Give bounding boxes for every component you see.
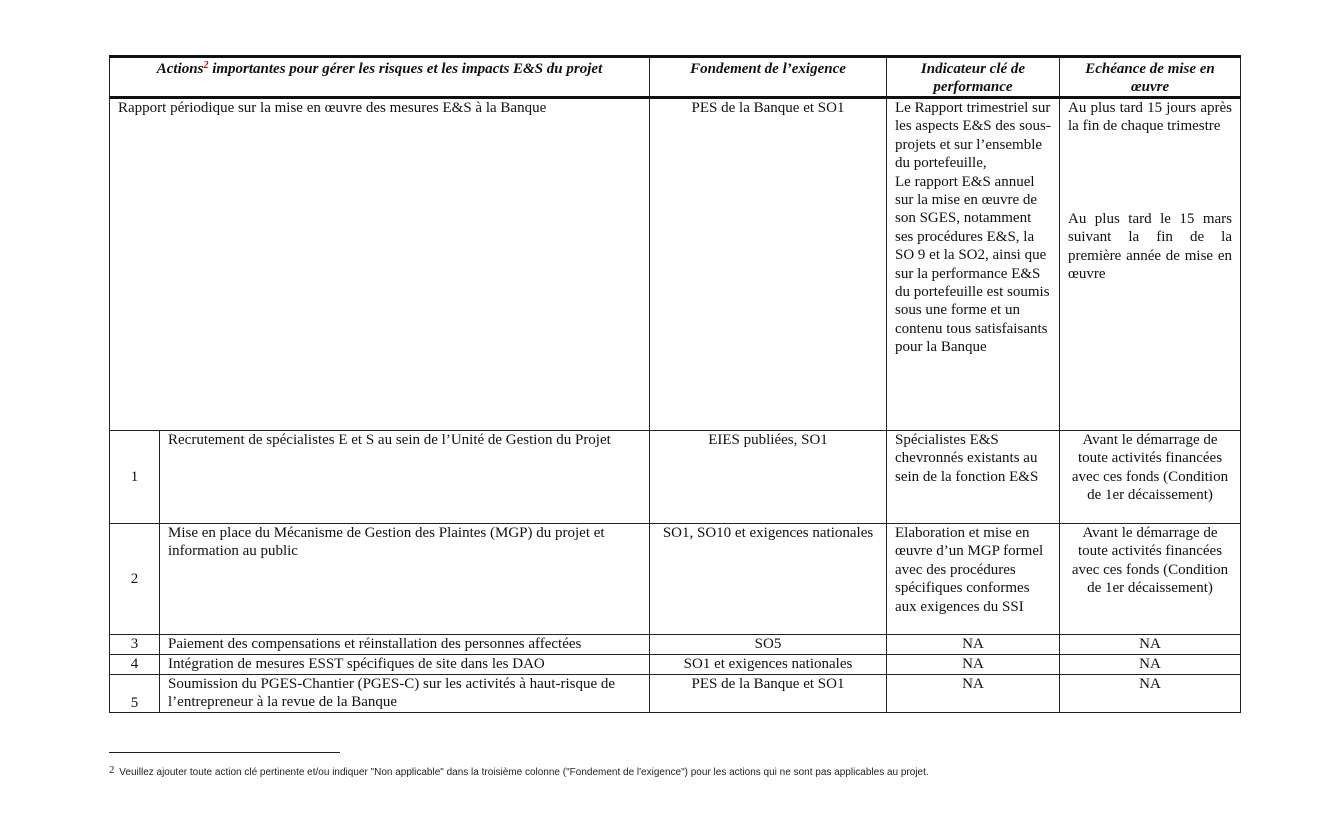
- cell-fondement: EIES publiées, SO1: [650, 431, 887, 524]
- cell-action: Rapport périodique sur la mise en œuvre des mesures E&S à la Banque: [110, 98, 650, 431]
- cell-echeance: NA: [1060, 635, 1241, 655]
- header-echeance: Echéance de mise en œuvre: [1060, 57, 1241, 98]
- cell-indicateur: NA: [887, 655, 1060, 675]
- action-plan-table: [109, 55, 1241, 713]
- cell-action: Intégration de mesures ESST spécifiques de site dans les DAO: [160, 655, 650, 675]
- table-row: [110, 655, 1241, 675]
- cell-indicateur: NA: [887, 675, 1060, 713]
- row-number: 2: [110, 524, 160, 635]
- cell-echeance: Avant le démarrage de toute activités financées avec ces fonds (Condition de 1er décaissement): [1060, 431, 1241, 524]
- cell-echeance: Avant le démarrage de toute activités financées avec ces fonds (Condition de 1er décaissement): [1060, 524, 1241, 635]
- cell-action: Paiement des compensations et réinstallation des personnes affectées: [160, 635, 650, 655]
- echeance-annuel: Au plus tard le 15 mars suivant la fin de la première année de mise en œuvre: [1068, 210, 1232, 283]
- cell-indicateur: NA: [887, 635, 1060, 655]
- table-row-intro: [110, 98, 1241, 431]
- cell-fondement: SO1, SO10 et exigences nationales: [650, 524, 887, 635]
- table-header-row: [110, 57, 1241, 98]
- indicateur-trimestriel: Le Rapport trimestriel sur les aspects E&S des sous-projets et sur l’ensemble du portefeuille,: [895, 100, 1051, 172]
- table-row: [110, 635, 1241, 655]
- cell-indicateur: Elaboration et mise en œuvre d’un MGP formel avec des procédures spécifiques conformes aux exigences du SSI: [887, 524, 1060, 635]
- footnote: [109, 764, 1249, 778]
- footnote-mark: 2: [109, 764, 115, 776]
- cell-action: Mise en place du Mécanisme de Gestion des Plaintes (MGP) du projet et information au public: [160, 524, 650, 635]
- cell-echeance: [1060, 98, 1241, 431]
- row-number: 4: [110, 655, 160, 675]
- echeance-trimestriel: Au plus tard 15 jours après la fin de chaque trimestre: [1068, 100, 1232, 135]
- row-number: 5: [110, 675, 160, 713]
- cell-action: Soumission du PGES-Chantier (PGES-C) sur les activités à haut-risque de l’entrepreneur à la revue de la Banque: [160, 675, 650, 713]
- cell-echeance: NA: [1060, 675, 1241, 713]
- cell-fondement: SO1 et exigences nationales: [650, 655, 887, 675]
- table-row: [110, 431, 1241, 524]
- header-indicateur: Indicateur clé de performance: [887, 57, 1060, 98]
- table-row: [110, 675, 1241, 713]
- cell-fondement: PES de la Banque et SO1: [650, 98, 887, 431]
- cell-fondement: PES de la Banque et SO1: [650, 675, 887, 713]
- cell-echeance: NA: [1060, 655, 1241, 675]
- cell-fondement: SO5: [650, 635, 887, 655]
- row-number: 1: [110, 431, 160, 524]
- footnote-text: Veuillez ajouter toute action clé pertinente et/ou indiquer "Non applicable" dans la troisième colonne ("Fondement de l'exigence") pour les actions qui ne sont pas applicables au projet.: [119, 767, 929, 778]
- indicateur-annuel: Le rapport E&S annuel sur la mise en œuvre de son SGES, notamment ses procédures E&S, la SO 9 et la SO2, ainsi que sur la performance E&S du portefeuille est soumis sous une forme et un contenu tous satisfaisants pour la Banque: [895, 173, 1050, 356]
- footnote-separator: [109, 752, 340, 753]
- cell-indicateur: Spécialistes E&S chevronnés existants au sein de la fonction E&S: [887, 431, 1060, 524]
- cell-indicateur: [887, 98, 1060, 431]
- footnote-ref: 2: [203, 60, 209, 71]
- row-number: 3: [110, 635, 160, 655]
- header-actions: Actions$^2$ importantes pour gérer les risques et les impacts E&S du projet: [110, 57, 650, 98]
- table-row: [110, 524, 1241, 635]
- header-fondement: Fondement de l’exigence: [650, 57, 887, 98]
- cell-action: Recrutement de spécialistes E et S au sein de l’Unité de Gestion du Projet: [160, 431, 650, 524]
